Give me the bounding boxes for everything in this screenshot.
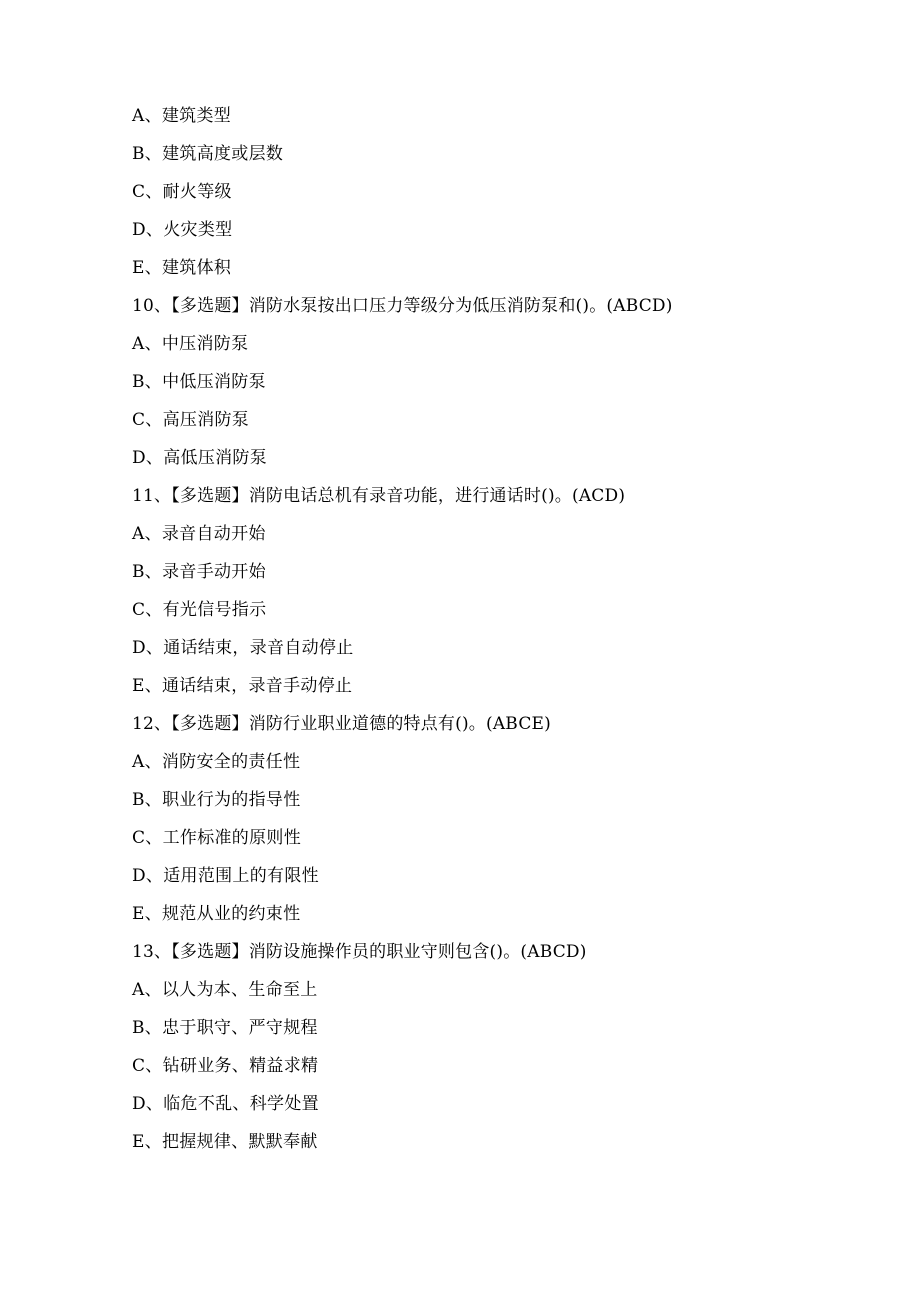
option-line: D、适用范围上的有限性 xyxy=(132,866,319,886)
option-line: A、消防安全的责任性 xyxy=(132,752,301,772)
option-line: E、通话结束，录音手动停止 xyxy=(132,676,353,696)
option-line: D、临危不乱、科学处置 xyxy=(132,1094,319,1114)
option-line: B、建筑高度或层数 xyxy=(132,144,284,164)
question-12: 12、【多选题】消防行业职业道德的特点有()。(ABCE) xyxy=(132,714,551,734)
option-line: A、录音自动开始 xyxy=(132,524,266,544)
question-list xyxy=(132,97,872,1161)
option-line: B、录音手动开始 xyxy=(132,562,266,582)
question-10: 10、【多选题】消防水泵按出口压力等级分为低压消防泵和()。(ABCD) xyxy=(132,296,673,316)
option-line: B、职业行为的指导性 xyxy=(132,790,301,810)
question-11: 11、【多选题】消防电话总机有录音功能，进行通话时()。(ACD) xyxy=(132,486,626,506)
option-line: D、高低压消防泵 xyxy=(132,448,268,468)
option-line: B、中低压消防泵 xyxy=(132,372,266,392)
option-line: C、钻研业务、精益求精 xyxy=(132,1056,319,1076)
option-line: A、以人为本、生命至上 xyxy=(132,980,318,1000)
option-line: C、耐火等级 xyxy=(132,182,232,202)
option-line: D、火灾类型 xyxy=(132,220,233,240)
option-line: C、高压消防泵 xyxy=(132,410,250,430)
option-line: C、有光信号指示 xyxy=(132,600,267,620)
option-line: A、建筑类型 xyxy=(132,106,232,126)
option-line: B、忠于职守、严守规程 xyxy=(132,1018,318,1038)
option-line: E、把握规律、默默奉献 xyxy=(132,1132,318,1152)
option-line: E、建筑体积 xyxy=(132,258,232,278)
question-13: 13、【多选题】消防设施操作员的职业守则包含()。(ABCD) xyxy=(132,942,587,962)
option-line: A、中压消防泵 xyxy=(132,334,249,354)
option-line: C、工作标准的原则性 xyxy=(132,828,302,848)
option-line: E、规范从业的约束性 xyxy=(132,904,301,924)
option-line: D、通话结束，录音自动停止 xyxy=(132,638,354,658)
